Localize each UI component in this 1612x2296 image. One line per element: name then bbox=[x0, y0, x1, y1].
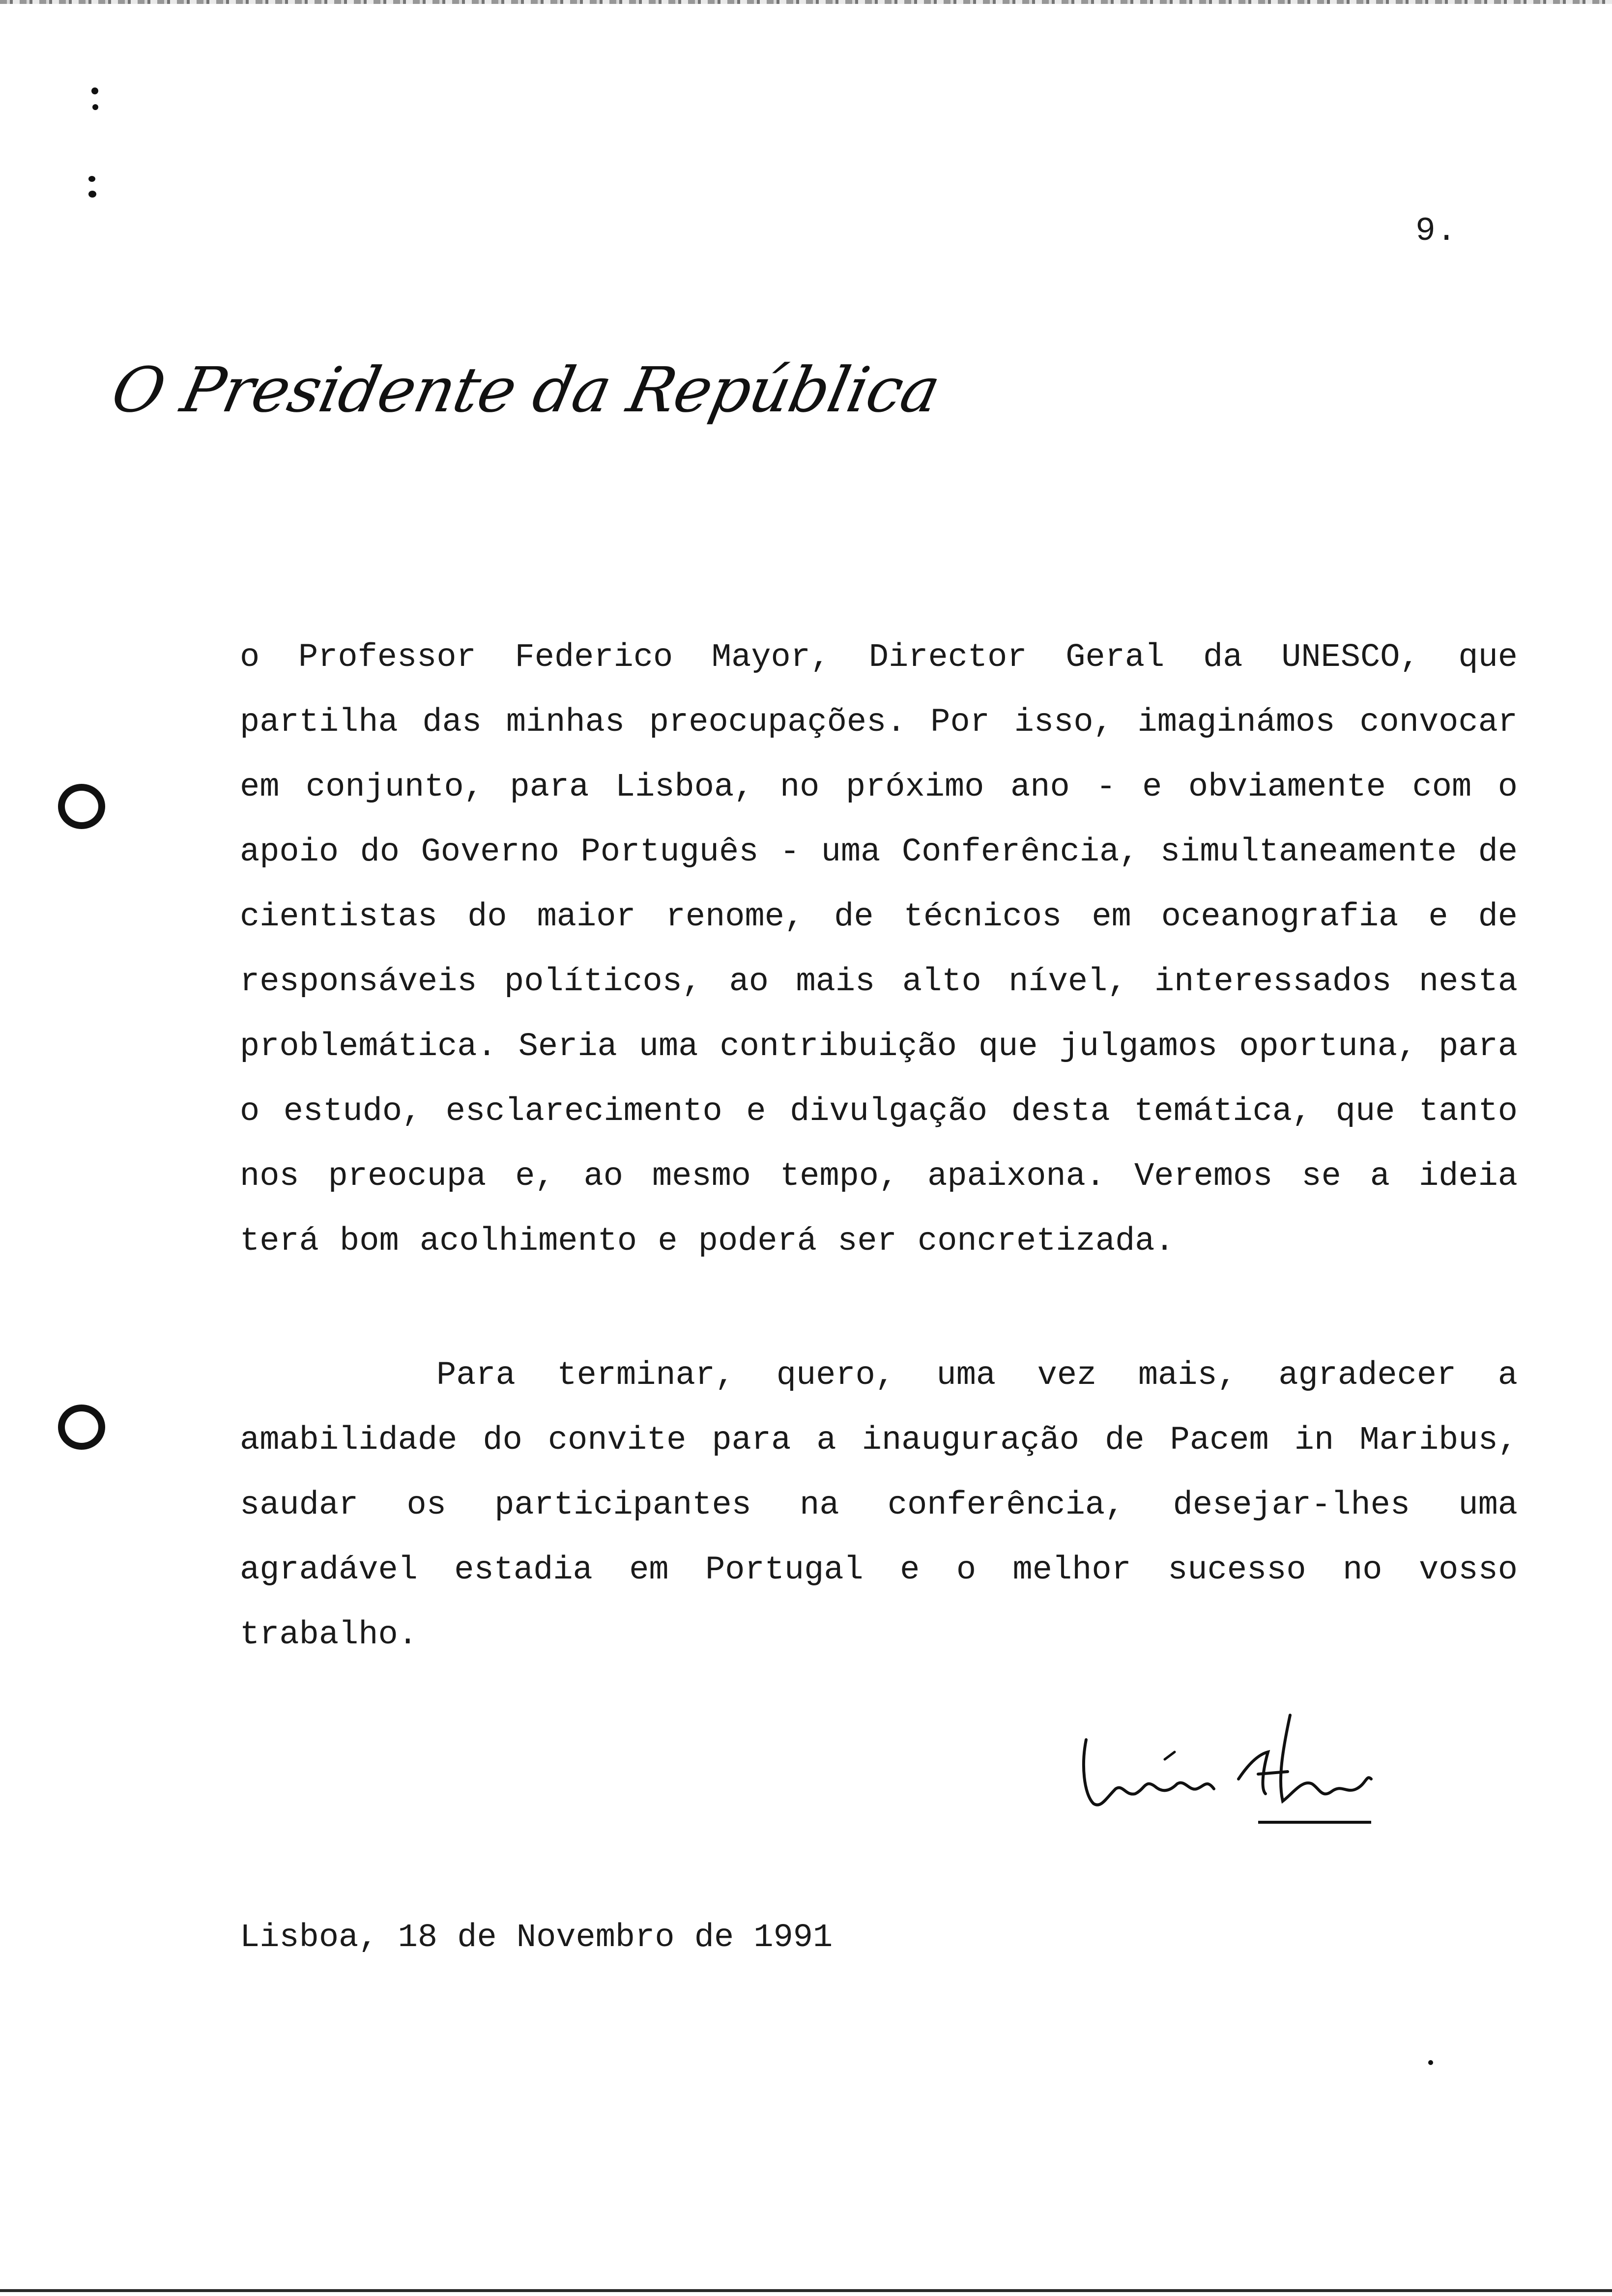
margin-mark bbox=[92, 104, 98, 110]
punch-hole bbox=[58, 784, 105, 829]
punch-hole bbox=[58, 1405, 105, 1450]
letterhead: O Presidente da República bbox=[106, 354, 946, 426]
page-number: 9. bbox=[1415, 212, 1458, 250]
scan-bottom-edge bbox=[0, 2289, 1612, 2292]
margin-mark bbox=[1428, 2060, 1433, 2065]
margin-mark bbox=[88, 191, 96, 198]
signature-underline bbox=[1258, 1821, 1371, 1824]
paragraph-text: Para terminar, quero, uma vez mais, agradecer a amabilidade do convite para a inauguração de Pacem in Maribus, saudar os participantes na conferência, desejar-lhes uma agradável estadia em Portugal e o melhor sucesso no vosso trabalho. bbox=[240, 1357, 1518, 1654]
date-line: Lisboa, 18 de Novembro de 1991 bbox=[240, 1919, 833, 1956]
paragraph bbox=[240, 625, 1518, 1274]
paragraph-text: o Professor Federico Mayor, Director Geral da UNESCO, que partilha das minhas preocupações. Por isso, imaginámos convocar em conjunto, para Lisboa, no próximo ano - e obviamente com o apoio do Governo Português - uma Conferência, simultaneamente de cientistas do maior renome, de técnicos em oceanografia e de responsáveis políticos, ao mais alto nível, interessados nesta problemática. Seria uma contribuição que julgamos oportuna, para o estudo, esclarecimento e divulgação desta temática, que tanto nos preocupa e, ao mesmo tempo, apaixona. Veremos se a ideia terá bom acolhimento e poderá ser concretizada. bbox=[240, 639, 1518, 1260]
margin-mark bbox=[91, 87, 98, 94]
handwritten-signature bbox=[1071, 1705, 1386, 1833]
scan-top-edge bbox=[0, 0, 1612, 4]
margin-mark bbox=[88, 176, 95, 182]
paragraph bbox=[240, 1343, 1518, 1667]
